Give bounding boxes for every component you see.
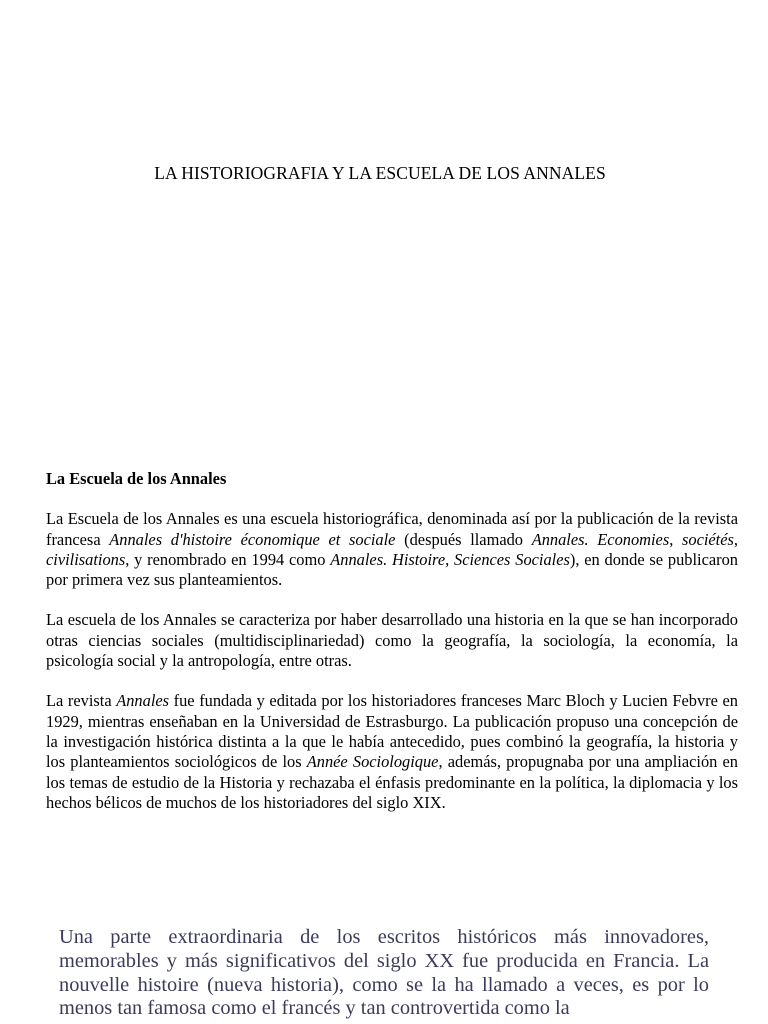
p3-annee-sociologique: Année Sociologique xyxy=(306,752,439,772)
p3-journal-name: Annales xyxy=(116,691,170,711)
p1-text-i: , y renombrado en 1994 como xyxy=(125,549,331,569)
p1-text-a: La Escuela de los Annales es una escuela historiográfica, denominada así por la publicación de la revista francesa xyxy=(46,509,738,549)
document-title: LA HISTORIOGRAFIA Y LA ESCUELA DE LOS ANNALES xyxy=(154,163,606,183)
p1-title-economies: Annales. Economies xyxy=(531,529,670,549)
p1-journal-title: Annales d'histoire économique et sociale xyxy=(109,529,396,549)
p1-text-g: , xyxy=(733,529,738,549)
p1-title-societes: sociétés xyxy=(682,529,734,549)
paragraph-2: La escuela de los Annales se caracteriza por haber desarrollado una historia en la que se han incorporado otras ciencias sociales (multidisciplinariedad) como la geografía, la sociología, la economía, la psicología social y la antropología, entre otras. xyxy=(46,610,738,671)
p1-text-e: , xyxy=(669,529,682,549)
quote-paragraph: Una parte extraordinaria de los escritos históricos más innovadores, memorables y más significativos del siglo XX fue producida en Francia. La nouvelle histoire (nueva historia), como se la ha llamado a veces, es por lo menos tan famosa como el francés y tan controvertida como la xyxy=(59,926,709,1020)
paragraph-3 xyxy=(46,691,738,813)
paragraph-1 xyxy=(46,509,738,590)
p3-text-e: , además, propugnaba por una ampliación en los temas de estudio de la Historia y rechazaba el énfasis predominante en la política, la diplomacia y los hechos bélicos de muchos de los historiadores del siglo XIX. xyxy=(46,752,738,812)
section-annales xyxy=(46,469,738,833)
section-heading: La Escuela de los Annales xyxy=(46,469,227,488)
p3-text-a: La revista xyxy=(46,691,117,711)
p3-text-c: fue fundada y editada por los historiadores franceses Marc Bloch y Lucien Febvre en 1929, mientras enseñaban en la Universidad de Estrasburgo. La publicación propuso una concepción de la investigación histórica distinta a la que le había antecedido, pues combinó la geografía, la historia y los planteamientos sociológicos de los xyxy=(46,691,738,772)
p1-title-histoire: Annales. Histoire, Sciences Sociales xyxy=(330,549,570,569)
p1-title-civilisations: civilisations xyxy=(46,549,126,569)
p1-text-k: ), en donde se publicaron por primera vez sus planteamientos. xyxy=(46,549,738,590)
p1-text-c: (después llamado xyxy=(395,529,532,549)
